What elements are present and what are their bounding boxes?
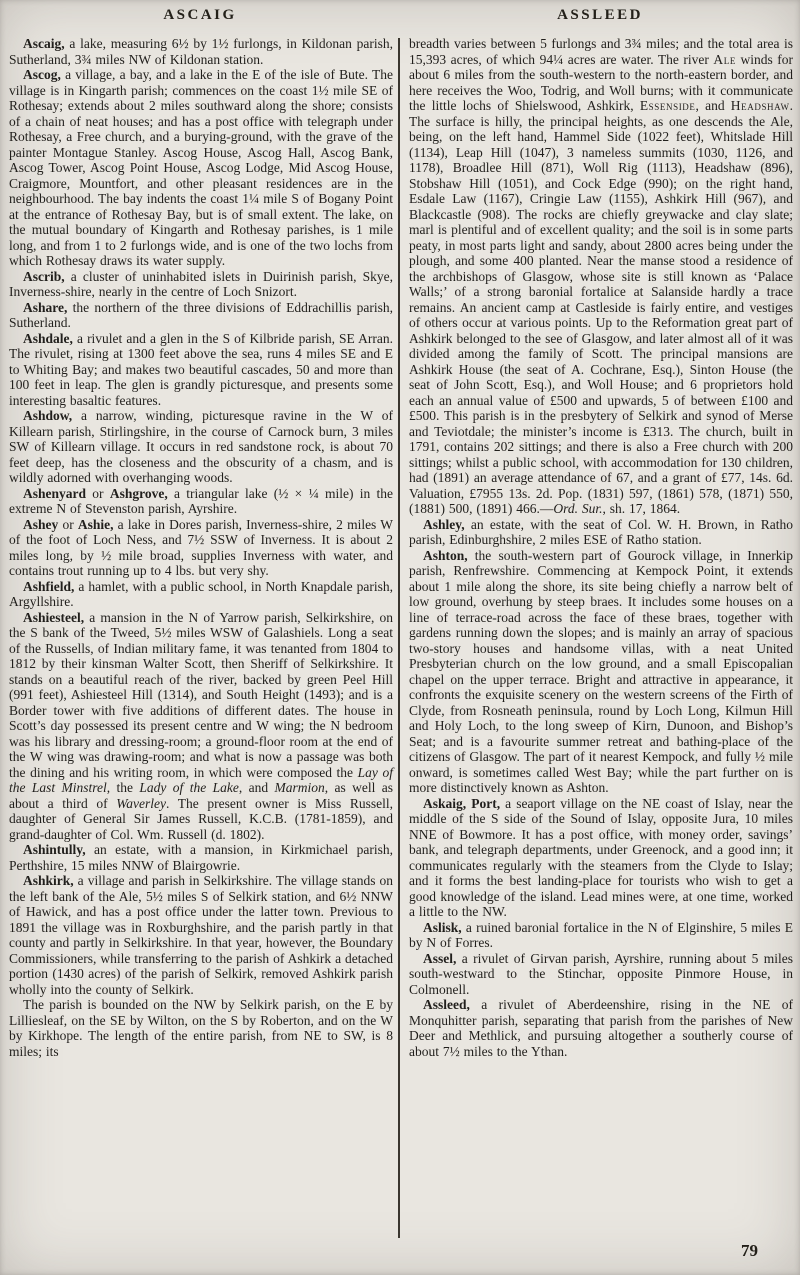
entry-ashdale: Ashdale, a rivulet and a glen in the S of Kilbride parish, SE Arran. The rivulet, rising at 1300 feet above the sea, runs 4 miles SE and E to Whiting Bay; and makes two beautiful cascades, 50 and more than 100 feet in leap. The glen is grandly picturesque, and presents some interesting basaltic features. — [9, 330, 393, 408]
entry-ashkirk: Ashkirk, a village and parish in Selkirkshire. The village stands on the left bank of the Ale, 5½ miles S of Selkirk station, and 6½ NNW of Hawick, and has a post office under the latter town. Previous to 1891 the village was in Roxburghshire, and the parish partly in that county and partly in Selkirkshire. In that year, however, the Boundary Commissioners, while transferring to the parish of Ashkirk a detached portion (1430 acres) of the parish of Selkirk, removed Ashkirk parish wholly into the county of Selkirk. — [9, 873, 393, 997]
column-divider — [398, 38, 400, 1238]
entry-assleed: Assleed, a rivulet of Aberdeenshire, rising in the NE of Monquhitter parish, separating that parish from the parishes of New Deer and Methlick, and pursuing altogether a southerly course of about 7½ miles to the Ythan. — [409, 997, 793, 1059]
entry-ashdow: Ashdow, a narrow, winding, picturesque ravine in the W of Killearn parish, Stirlingshire, in the course of Carnock burn, 3 miles SW of Killearn village. It occurs in red sandstone rock, is about 70 feet deep, has the closeness and the obscurity of a chasm, and is wildly adorned with overhanging woods. — [9, 408, 393, 485]
entry-ashkirk-parish-bounds: The parish is bounded on the NW by Selkirk parish, on the E by Lilliesleaf, on the SE by Wilton, on the S by Roberton, and on the W by Kirkhope. The length of the entire parish, from NE to SW, is 8 miles; its — [9, 997, 393, 1059]
entry-askaig-port: Askaig, Port, a seaport village on the NE coast of Islay, near the middle of the S side of the Sound of Islay, opposite Jura, 10 miles NNE of Bowmore. It has a post office, with money order, savings’ bank, and telegraph departments, under Greenock, and a good inn; it communicates regularly with the steamers from the Clyde to Islay; and it forms the best landing-place for tourists who wish to get a good knowledge of the island. Lead mines were, at one time, worked a little to the NW. — [409, 795, 793, 919]
right-running-head: ASSLEED — [557, 7, 643, 23]
entry-ascrib: Ascrib, a cluster of uninhabited islets in Duirinish parish, Skye, Inverness-shire, nearly in the centre of Loch Snizort. — [9, 268, 393, 299]
right-column — [409, 36, 793, 1059]
entry-ashare: Ashare, the northern of the three divisions of Eddrachillis parish, Sutherland. — [9, 299, 393, 330]
entry-ashkirk-continued: breadth varies between 5 furlongs and 3¾ miles; and the total area is 15,393 acres, of which 94¼ acres are water. The river Ale winds for about 6 miles from the south-western to the north-eastern border, and here receives the Woo, Todrig, and Woll burns; with it communicate the little lochs of Shielswood, Ashkirk, Essenside, and Headshaw. The surface is hilly, the principal heights, as one descends the Ale, being, on the left hand, Hammel Side (1022 feet), Whitslade Hill (1134), Leap Hill (1047), 3 nameless summits (1030, 1126, and 1178), Broadlee Hill (871), Woll Rig (1113), Headshaw (896), Stobshaw Hill (1051), and Cock Edge (990); on the right hand, Esdale Law (1167), Cringie Law (1155), Ashkirk Hill (967), and Blackcastle (908). The rocks are chiefly greywacke and clay slate; marl is plentiful and of excellent quality; and the soil is in some parts peaty, in most parts light and sandy, about 2800 acres being under the plough, and some 400 planted. Near the manse stood a residence of the archbishops of Glasgow, whose site is still known as ‘Palace Walls;’ of a strong baronial fortalice at Salanside hardly a trace remains. An ancient camp at Castleside is fairly entire, and vestiges of others occur at various points. Up to the Reformation great part of Ashkirk belonged to the see of Glasgow, and later almost all of it was divided among the family of Scott. The principal mansions are Ashkirk House (the seat of A. Cochrane, Esq.), Sinton House (the seat of John Scott, Esq.), and Woll House; and 6 proprietors hold each an annual value of £500 and upwards, 5 of between £100 and £500. This parish is in the presbytery of Selkirk and synod of Merse and Teviotdale; the minister’s income is £313. The church, built in 1791, contains 202 sittings; and there is also a Free church with 200 sittings; whilst a public school, with accommodation for 130 children, had (1891) an average attendance of 67, and a grant of £77, 14s. 6d. Valuation, £7955 13s. 2d. Pop. (1831) 597, (1861) 578, (1871) 550, (1881) 500, (1891) 466.—Ord. Sur., sh. 17, 1864. — [409, 36, 793, 516]
entry-ashley: Ashley, an estate, with the seat of Col. W. H. Brown, in Ratho parish, Edinburghshire, 2 miles ESE of Ratho station. — [409, 516, 793, 547]
entry-ashton: Ashton, the south-western part of Gourock village, in Innerkip parish, Renfrewshire. Commencing at Kempock Point, it extends about 1 mile along the shore, its site being chiefly a narrow belt of low ground, overhung by steep braes. It includes some houses on a line of terrace-road across the face of these braes, together with gardens running down the slopes; and is mainly an array of spacious two-story houses and handsome villas, with a neat United Presbyterian church on the low ground, and a small Episcopalian chapel on the upper terrace. Bright and attractive in appearance, it confronts the exquisite scenery on the western screens of the Firth of Clyde, from Rosneath peninsula, round by Loch Long, Kilmun Hill and Holy Loch, to the long sweep of Kirn, Dunoon, and Bishop’s Seat; and is a favourite summer retreat and bathing-place of the citizens of Glasgow. The part of it nearest Kempock, and fully ½ mile onward, is sometimes called West Bay; while the part further on is more distinctively known as Ashton. — [409, 547, 793, 795]
entry-ashenyard-ashgrove: Ashenyard or Ashgrove, a triangular lake (½ × ¼ mile) in the extreme N of Stevenston parish, Ayrshire. — [9, 485, 394, 516]
entry-ashiesteel: Ashiesteel, a mansion in the N of Yarrow parish, Selkirkshire, on the S bank of the Tweed, 5½ miles WSW of Galashiels. Long a seat of the Russells, of Indian military fame, it was tenanted from 1804 to 1812 by their kinsman Walter Scott, then Sheriff of Selkirkshire. It stands on a beautiful reach of the river, backed by green Peel Hill (991 feet), Ashiesteel Hill (1314), and South Height (1493); and is a Border tower with five additions of different dates. The house in Scott’s day possessed its present centre and W wing; the N bedroom was his library and dressing-room; a ground-floor room at the end of the W wing was drawing-room; and what is now a passage was both the dining and his writing room, in which were composed the Lay of the Last Minstrel, the Lady of the Lake, and Marmion, as well as about a third of Waverley. The present owner is Miss Russell, daughter of General Sir James Russell, K.C.B. (1781-1859), and grand-daughter of Col. Wm. Russell (d. 1802). — [9, 609, 393, 842]
entry-ashey-ashie: Ashey or Ashie, a lake in Dores parish, Inverness-shire, 2 miles W of the foot of Loch Ness, and 7½ SSW of Inverness. It is about 2 miles long, by ½ mile broad, supplies Inverness with water, and contains trout running up to 4 lbs. but very shy. — [9, 516, 393, 578]
page-number: 79 — [741, 1241, 758, 1260]
running-heads — [0, 7, 800, 24]
entry-ascaig: Ascaig, a lake, measuring 6½ by 1½ furlongs, in Kildonan parish, Sutherland, 3¾ miles NW of Kildonan station. — [9, 36, 393, 67]
entry-assel: Assel, a rivulet of Girvan parish, Ayrshire, running about 5 miles south-westward to the Stinchar, opposite Pinmore House, in Colmonell. — [409, 950, 793, 997]
entry-ascog: Ascog, a village, a bay, and a lake in the E of the isle of Bute. The village is in Kingarth parish; commences on the coast 1½ mile SE of Rothesay; extends about 2 miles southward along the shore; consists of a chain of neat houses; and has a post office with telegraph under Rothesay, a Free church, and a burying-ground, with the grave of the painter Montague Stanley. Ascog House, Ascog Hall, Ascog Bank, Ascog Tower, Ascog Point House, Ascog Lodge, Mid Ascog House, Craigmore, Mountfort, and other pleasant residences are in the neighbourhood. The bay indents the coast 1¼ mile S of Bogany Point at the entrance of Rothesay Bay, but is of small extent. The lake, on the mutual boundary of Kingarth and Rothesay parishes, is 1 mile long, and from 1 to 2 furlongs wide, and is one of the two lochs from which Rothesay draws its water supply. — [9, 67, 393, 268]
entry-ashintully: Ashintully, an estate, with a mansion, in Kirkmichael parish, Perthshire, 15 miles NNW of Blairgowrie. — [9, 842, 393, 873]
entry-ashfield: Ashfield, a hamlet, with a public school, in North Knapdale parish, Argyllshire. — [9, 578, 393, 609]
left-column — [9, 36, 393, 1059]
text-columns — [9, 36, 793, 1059]
left-running-head: ASCAIG — [163, 7, 237, 23]
entry-aslisk: Aslisk, a ruined baronial fortalice in the N of Elginshire, 5 miles E by N of Forres. — [409, 919, 793, 950]
